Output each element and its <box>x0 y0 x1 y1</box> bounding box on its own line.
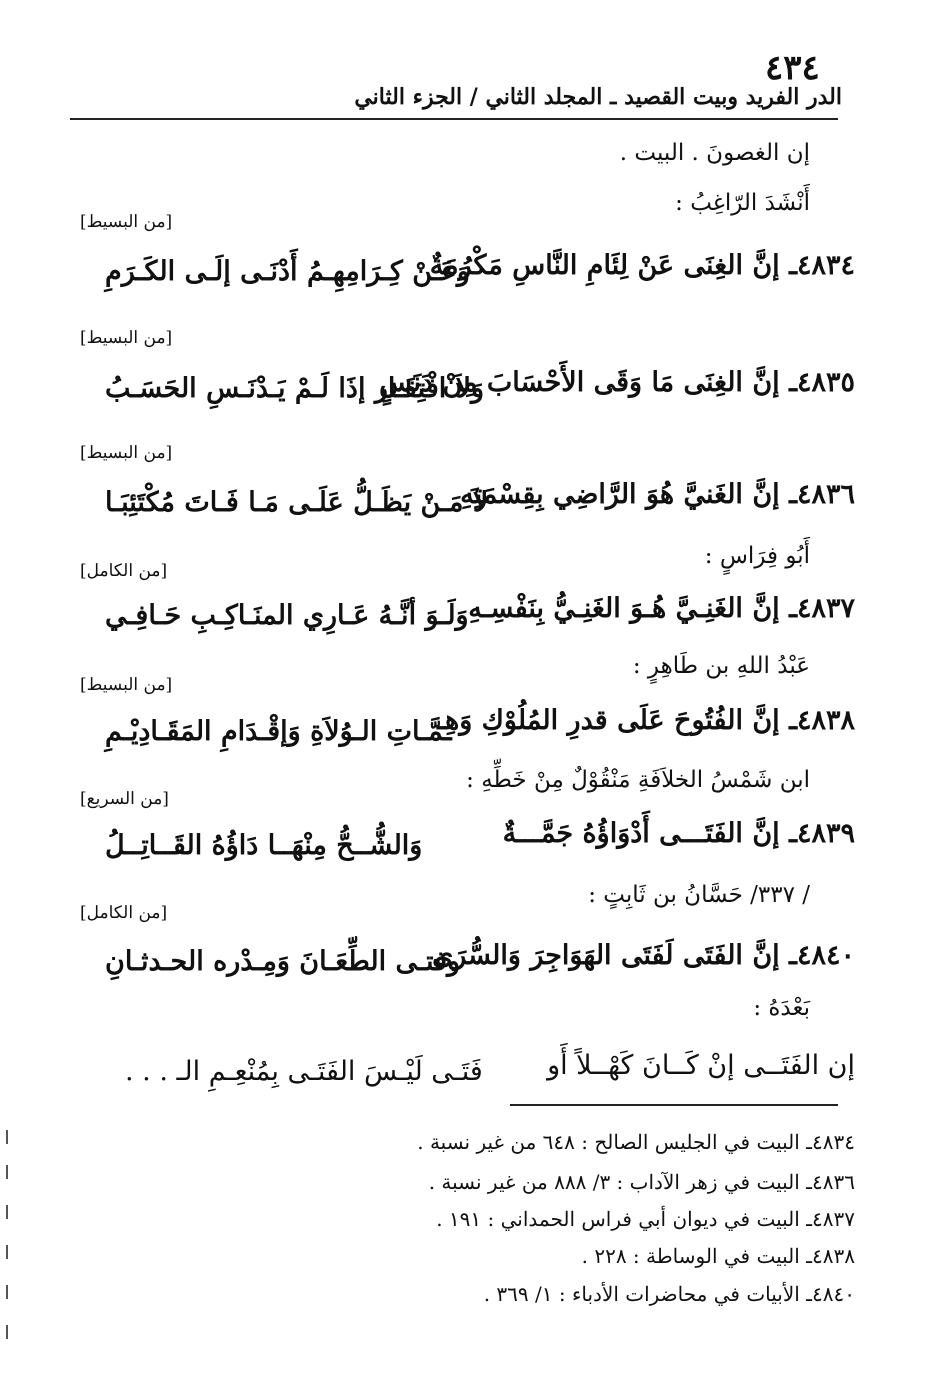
meter-label: [من البسيط] <box>80 443 173 463</box>
verse-second-hemistich: فَتَـى لَيْـسَ الفَتَـى بِمُنْعِـمِ الـ . . . <box>125 1056 483 1087</box>
meter-label: [من الكامل] <box>80 561 168 581</box>
margin-mark <box>6 1130 8 1144</box>
attribution: أَنْشَدَ الرّاغِبُ : <box>675 190 810 216</box>
header-rule <box>70 118 838 120</box>
footnote-rule <box>510 1104 838 1106</box>
footnote: ٤٨٣٧ـ البيت في ديوان أبي فراس الحمداني : ١٩١ . <box>436 1207 855 1231</box>
margin-mark <box>6 1165 8 1179</box>
margin-mark <box>6 1285 8 1299</box>
meter-label: [من البسيط] <box>80 212 173 232</box>
meter-label: [من البسيط] <box>80 328 173 348</box>
verse-first-hemistich: ٤٨٣٥ـ إنَّ الغِنَى مَا وَقَى الأَحْسَابَ مِنْ دَنَسٍ <box>379 367 855 398</box>
verse-second-hemistich: وَلَـوَ أنَّـهُ عَـارِي المنَـاكِـبِ حَـافِـي <box>105 600 469 631</box>
footnote: ٤٨٤٠ـ الأبيات في محاضرات الأدباء : ١/ ٣٦٩ . <box>483 1282 855 1306</box>
running-title: الدر الفريد وبيت القصيد ـ المجلد الثاني / الجزء الثاني <box>354 84 842 110</box>
verse-first-hemistich: ٤٨٤٠ـ إنَّ الفَتَى لَفَتَى الهَوَاجِرَ وَالسُّرَى <box>432 940 855 971</box>
margin-mark <box>6 1325 8 1339</box>
footnote: ٤٨٣٦ـ البيت في زهر الآداب : ٣/ ٨٨٨ من غير نسبة . <box>428 1170 855 1194</box>
meter-label: [من السريع] <box>80 789 169 809</box>
meter-label: [من الكامل] <box>80 903 168 923</box>
page-number: ٤٣٤ <box>765 48 820 88</box>
verse-second-hemistich: ـمَّـاتِ الـوُلاَةِ وَإقْـدَامِ المَقَـادِيْـمِ <box>105 716 452 747</box>
verse-second-hemistich: وَعَـنْ كِـرَامِهِـمُ أَدْنَـى إلَـى الكَـرَمِ <box>105 256 470 287</box>
margin-mark <box>6 1245 8 1259</box>
verse-second-hemistich: وفتـى الطِّعَـانَ وَمِـدْره الحـدثـانِ <box>105 946 461 977</box>
attribution: أَبُو فِرَاسٍ : <box>704 543 810 569</box>
footnote: ٤٨٣٨ـ البيت في الوساطة : ٢٢٨ . <box>581 1244 855 1268</box>
attribution: عَبْدُ اللهِ بن طَاهِرٍ : <box>632 653 810 679</box>
verse-first-hemistich: ٤٨٣٩ـ إنَّ الفَتَـــى أَدْوَاؤُهُ جَمَّـــةٌ <box>502 818 855 849</box>
verse-first-hemistich: إن الفَتَــى إنْ كَــانَ كَهْــلاً أَو <box>547 1050 855 1081</box>
verse-first-hemistich: ٤٨٣٦ـ إنَّ الغَنيَّ هُوَ الرَّاضِي بِقِسْمَتِهِ <box>460 479 855 510</box>
meter-label: [من البسيط] <box>80 675 173 695</box>
verse-second-hemistich: وَالشُّــحُّ مِنْهَــا دَاؤُهُ القَــاتِــلُ <box>105 830 423 861</box>
margin-mark <box>6 1205 8 1219</box>
attribution: / ٣٣٧/ حَسَّانُ بن ثَابِتٍ : <box>588 882 810 908</box>
verse-second-hemistich: وَلاَ افْتِقَـار إذَا لَـمْ يَـدْنَـسِ الحَسَـبُ <box>105 373 485 404</box>
verse-first-hemistich: ٤٨٣٨ـ إنَّ الفُتُوحَ عَلَى قدرِ المُلُوْكِ وَهِـ <box>437 705 855 736</box>
verse-first-hemistich: ٤٨٣٤ـ إنَّ الغِنَى عَنْ لِئَامِ النَّاسِ مَكْرُمَةٌ <box>429 250 855 281</box>
attribution: ابن شَمْسُ الخلاَفَةِ مَنْقُوْلٌ مِنْ خَطِّهِ : <box>466 767 810 793</box>
footnote: ٤٨٣٤ـ البيت في الجليس الصالح : ٦٤٨ من غير نسبة . <box>417 1130 855 1154</box>
verse-first-hemistich: ٤٨٣٧ـ إنَّ الغَنِـيَّ هُـوَ الغَنِـيُّ بِنَفْسِـهِ <box>468 593 855 624</box>
verse-second-hemistich: لاَ مَـنْ يَظَـلُّ عَلَـى مَـا فَـاتَ مُكْتَئِبَـا <box>105 487 489 518</box>
intro-line: إن الغصونَ . البيت . <box>619 140 810 166</box>
attribution: بَعْدَهُ : <box>753 995 810 1021</box>
